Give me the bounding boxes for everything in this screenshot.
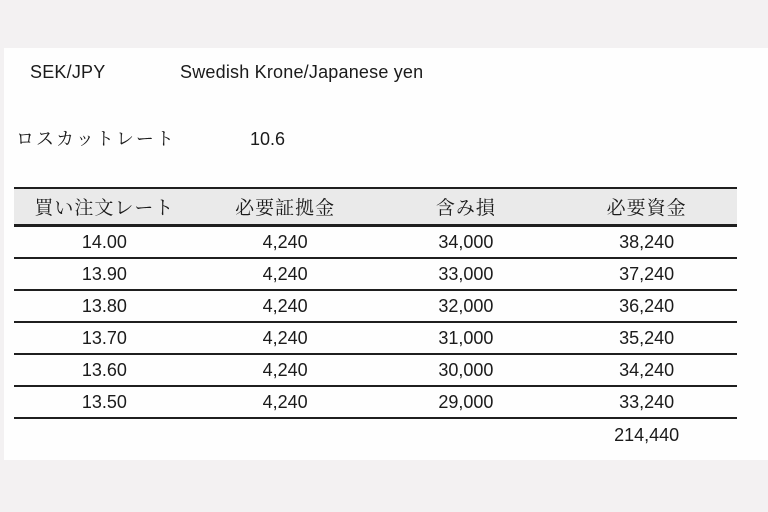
empty-cell — [376, 418, 557, 451]
rate-cell: 13.90 — [14, 258, 195, 290]
margin-cell: 4,240 — [195, 226, 376, 259]
loss-cell: 33,000 — [376, 258, 557, 290]
funds-cell: 37,240 — [556, 258, 737, 290]
funds-cell: 33,240 — [556, 386, 737, 418]
empty-cell — [195, 418, 376, 451]
header-unrealized-loss: 含み損 — [376, 188, 557, 226]
margin-cell: 4,240 — [195, 386, 376, 418]
margin-cell: 4,240 — [195, 322, 376, 354]
header-required-funds: 必要資金 — [556, 188, 737, 226]
table-total-row — [14, 418, 737, 451]
table-row — [14, 290, 737, 322]
margin-requirement-table — [14, 187, 737, 451]
funds-cell: 38,240 — [556, 226, 737, 259]
rate-cell: 13.70 — [14, 322, 195, 354]
loss-cell: 31,000 — [376, 322, 557, 354]
rate-cell: 13.80 — [14, 290, 195, 322]
table-row — [14, 354, 737, 386]
currency-pair-line — [30, 62, 423, 83]
funds-cell: 35,240 — [556, 322, 737, 354]
table-row — [14, 386, 737, 418]
loss-cell: 29,000 — [376, 386, 557, 418]
loss-cell: 30,000 — [376, 354, 557, 386]
header-buy-order-rate: 買い注文レート — [14, 188, 195, 226]
table-row — [14, 322, 737, 354]
margin-cell: 4,240 — [195, 258, 376, 290]
losscut-rate-label: ロスカットレート — [16, 129, 176, 149]
losscut-line — [16, 125, 285, 151]
header-required-margin: 必要証拠金 — [195, 188, 376, 226]
currency-pair-name: Swedish Krone/Japanese yen — [180, 62, 424, 82]
rate-cell: 13.60 — [14, 354, 195, 386]
margin-cell: 4,240 — [195, 290, 376, 322]
table-row — [14, 258, 737, 290]
rate-cell: 14.00 — [14, 226, 195, 259]
table-header-row — [14, 188, 737, 226]
losscut-rate-value: 10.6 — [250, 129, 286, 149]
empty-cell — [14, 418, 195, 451]
total-funds-value: 214,440 — [614, 424, 680, 445]
currency-pair-code: SEK/JPY — [30, 62, 106, 82]
funds-cell: 36,240 — [556, 290, 737, 322]
table-row — [14, 226, 737, 259]
loss-cell: 34,000 — [376, 226, 557, 259]
rate-cell: 13.50 — [14, 386, 195, 418]
document-card — [4, 48, 768, 460]
funds-cell: 34,240 — [556, 354, 737, 386]
loss-cell: 32,000 — [376, 290, 557, 322]
margin-cell: 4,240 — [195, 354, 376, 386]
